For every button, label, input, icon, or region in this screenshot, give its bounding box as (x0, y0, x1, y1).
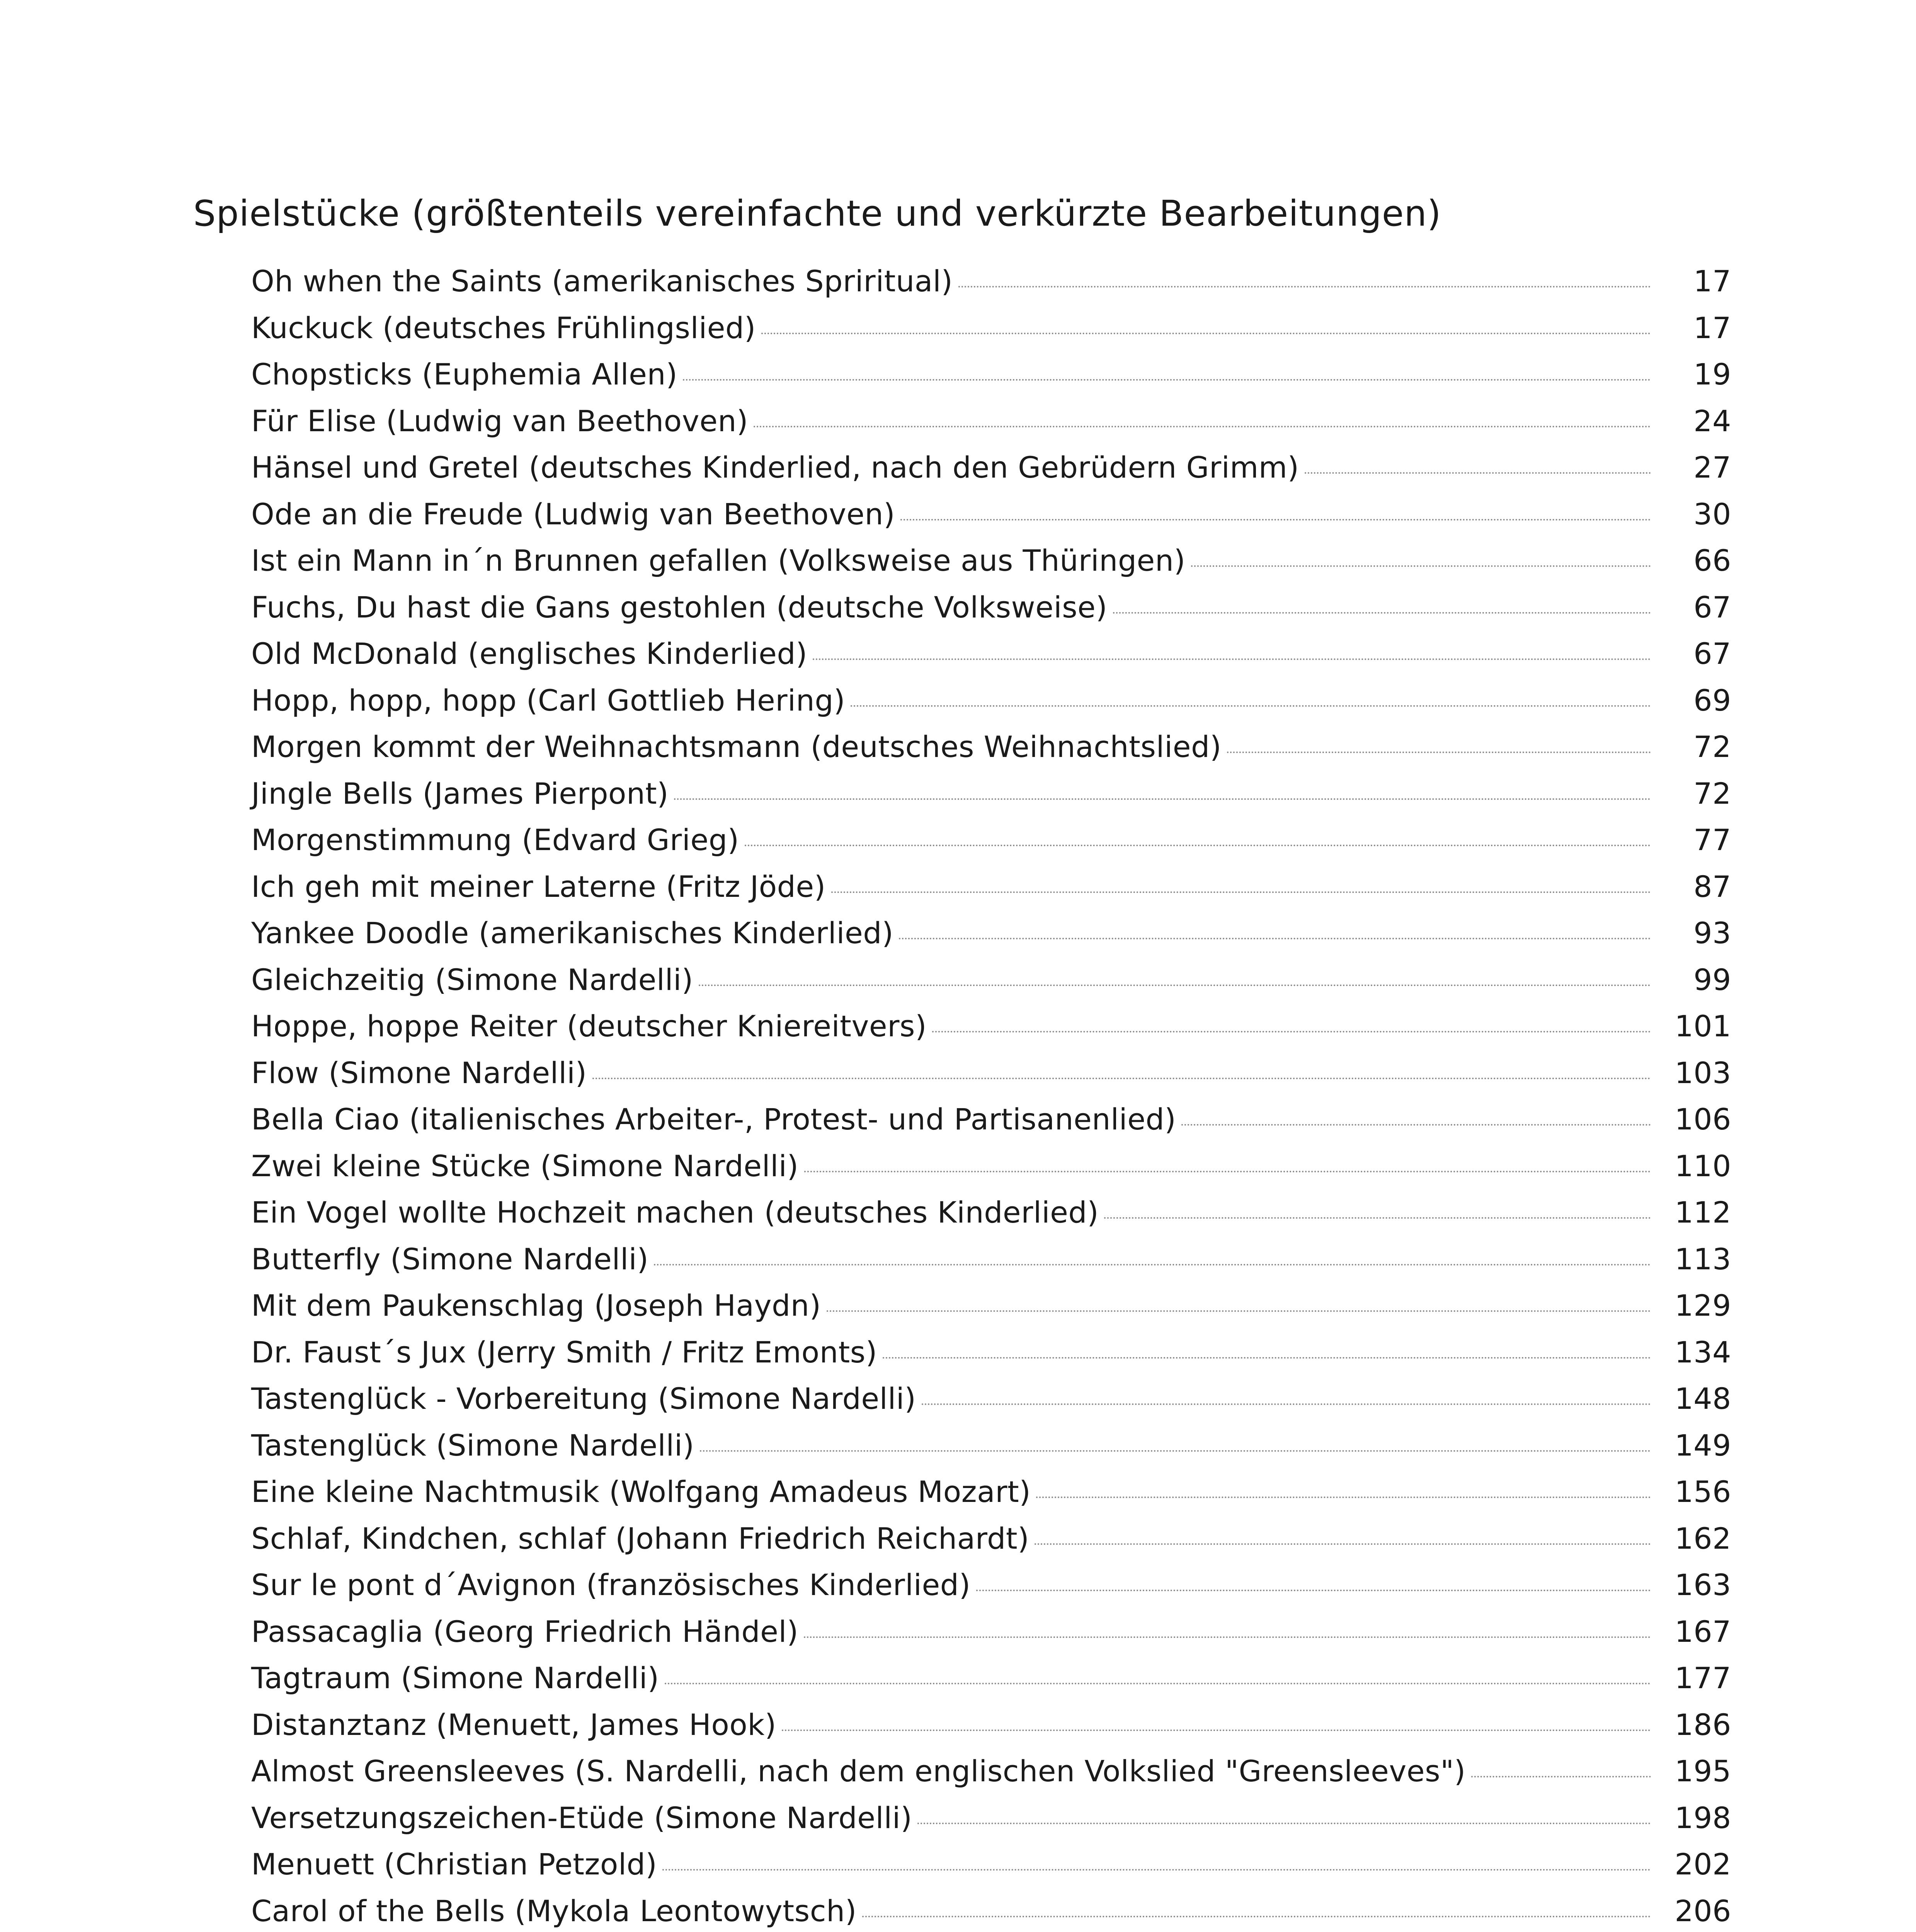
toc-list (251, 258, 1731, 1932)
dot-leader (782, 1730, 1651, 1731)
toc-entry-title: Zwei kleine Stücke (Simone Nardelli) (251, 1148, 799, 1183)
toc-entry (251, 724, 1731, 770)
toc-entry-title: Chopsticks (Euphemia Allen) (251, 357, 678, 391)
dot-leader (1471, 1776, 1651, 1777)
dot-leader (827, 1310, 1651, 1312)
toc-entry (251, 1376, 1731, 1422)
dot-leader (899, 938, 1651, 939)
toc-entry (251, 1050, 1731, 1097)
toc-entry (251, 1748, 1731, 1795)
toc-entry (251, 351, 1731, 398)
toc-entry-page-number: 30 (1693, 497, 1731, 531)
toc-entry-page-number: 106 (1674, 1102, 1731, 1136)
toc-entry (251, 1469, 1731, 1515)
toc-entry-title: Versetzungszeichen-Etüde (Simone Nardelli) (251, 1800, 912, 1835)
dot-leader (754, 426, 1651, 427)
toc-entry-title: Tagtraum (Simone Nardelli) (251, 1661, 659, 1695)
dot-leader (683, 379, 1651, 381)
toc-entry (251, 1888, 1731, 1932)
dot-leader (745, 845, 1651, 846)
toc-entry (251, 1562, 1731, 1609)
toc-entry-title: Ode an die Freude (Ludwig van Beethoven) (251, 497, 895, 531)
toc-entry-title: Hoppe, hoppe Reiter (deutscher Kniereitvers) (251, 1009, 927, 1043)
dot-leader (1227, 752, 1651, 753)
toc-entry (251, 1143, 1731, 1190)
dot-leader (1181, 1124, 1651, 1126)
toc-entry-title: Ist ein Mann in´n Brunnen gefallen (Volksweise aus Thüringen) (251, 543, 1186, 578)
toc-entry-page-number: 72 (1693, 730, 1731, 764)
toc-entry-title: Bella Ciao (italienisches Arbeiter-, Protest- und Partisanenlied) (251, 1102, 1176, 1136)
toc-entry (251, 1702, 1731, 1748)
toc-entry (251, 491, 1731, 538)
toc-entry-title: Almost Greensleeves (S. Nardelli, nach dem englischen Volkslied "Greensleeves") (251, 1754, 1466, 1788)
toc-entry-page-number: 103 (1674, 1055, 1731, 1090)
toc-entry-title: Eine kleine Nachtmusik (Wolfgang Amadeus Mozart) (251, 1475, 1031, 1509)
toc-entry-page-number: 163 (1674, 1568, 1731, 1602)
toc-entry (251, 1236, 1731, 1283)
dot-leader (917, 1823, 1651, 1824)
toc-entry (251, 1609, 1731, 1655)
toc-entry-page-number: 66 (1693, 543, 1731, 578)
dot-leader (958, 286, 1651, 287)
dot-leader (592, 1078, 1651, 1079)
toc-entry-page-number: 69 (1693, 683, 1731, 718)
toc-entry-title: Ich geh mit meiner Laterne (Fritz Jöde) (251, 869, 826, 904)
dot-leader (804, 1636, 1651, 1638)
toc-entry (251, 1422, 1731, 1469)
toc-entry-page-number: 177 (1674, 1661, 1731, 1695)
toc-entry (251, 537, 1731, 584)
toc-entry (251, 258, 1731, 305)
toc-entry-title: Schlaf, Kindchen, schlaf (Johann Friedrich Reichardt) (251, 1521, 1029, 1556)
toc-entry-page-number: 67 (1693, 636, 1731, 671)
toc-entry-title: Morgen kommt der Weihnachtsmann (deutsches Weihnachtslied) (251, 730, 1222, 764)
dot-leader (662, 1869, 1651, 1871)
toc-entry-title: Mit dem Paukenschlag (Joseph Haydn) (251, 1288, 821, 1323)
dot-leader (922, 1403, 1651, 1405)
toc-entry-page-number: 186 (1674, 1707, 1731, 1742)
toc-entry-page-number: 149 (1674, 1428, 1731, 1463)
toc-section-spielstuecke (193, 185, 1731, 1932)
toc-entry (251, 584, 1731, 631)
toc-entry-page-number: 72 (1693, 776, 1731, 811)
toc-entry (251, 305, 1731, 352)
dot-leader (813, 658, 1651, 660)
toc-entry-page-number: 112 (1674, 1195, 1731, 1230)
toc-entry (251, 677, 1731, 724)
toc-entry-title: Tastenglück - Vorbereitung (Simone Nardelli) (251, 1381, 916, 1416)
toc-entry-page-number: 87 (1693, 869, 1731, 904)
toc-entry (251, 1003, 1731, 1050)
toc-entry-title: Sur le pont d´Avignon (französisches Kinderlied) (251, 1568, 971, 1602)
toc-entry (251, 817, 1731, 864)
toc-entry-page-number: 206 (1674, 1893, 1731, 1928)
toc-entry-title: Gleichzeitig (Simone Nardelli) (251, 962, 693, 997)
toc-entry-title: Ein Vogel wollte Hochzeit machen (deutsches Kinderlied) (251, 1195, 1099, 1230)
dot-leader (654, 1264, 1651, 1265)
toc-entry-title: Für Elise (Ludwig van Beethoven) (251, 403, 749, 438)
dot-leader (665, 1683, 1651, 1684)
dot-leader (1191, 565, 1651, 567)
toc-entry-page-number: 99 (1693, 962, 1731, 997)
toc-entry-title: Tastenglück (Simone Nardelli) (251, 1428, 694, 1463)
dot-leader (700, 1450, 1651, 1452)
toc-entry-title: Jingle Bells (James Pierpont) (251, 776, 669, 811)
toc-entry (251, 1841, 1731, 1888)
dot-leader (1113, 612, 1651, 614)
toc-entry (251, 444, 1731, 491)
toc-entry (251, 1096, 1731, 1143)
toc-entry-title: Fuchs, Du hast die Gans gestohlen (deutsche Volksweise) (251, 590, 1108, 624)
dot-leader (804, 1171, 1651, 1172)
toc-entry-title: Passacaglia (Georg Friedrich Händel) (251, 1614, 799, 1649)
dot-leader (851, 705, 1651, 707)
toc-entry-page-number: 101 (1674, 1009, 1731, 1043)
toc-entry (251, 1655, 1731, 1702)
toc-entry-title: Butterfly (Simone Nardelli) (251, 1242, 649, 1276)
toc-entry-page-number: 93 (1693, 916, 1731, 950)
toc-entry (251, 910, 1731, 957)
toc-entry-title: Menuett (Christian Petzold) (251, 1847, 657, 1881)
toc-entry (251, 770, 1731, 817)
toc-entry (251, 1282, 1731, 1329)
toc-entry-page-number: 195 (1674, 1754, 1731, 1788)
toc-entry-page-number: 167 (1674, 1614, 1731, 1649)
toc-entry-title: Yankee Doodle (amerikanisches Kinderlied) (251, 916, 894, 950)
dot-leader (1305, 472, 1651, 474)
toc-entry (251, 864, 1731, 910)
toc-entry-page-number: 156 (1674, 1475, 1731, 1509)
toc-entry-page-number: 110 (1674, 1148, 1731, 1183)
dot-leader (674, 798, 1651, 800)
toc-entry-page-number: 198 (1674, 1800, 1731, 1835)
toc-entry (251, 1795, 1731, 1842)
dot-leader (699, 985, 1651, 986)
toc-entry-page-number: 17 (1693, 264, 1731, 298)
toc-entry-title: Dr. Faust´s Jux (Jerry Smith / Fritz Emonts) (251, 1335, 878, 1369)
toc-entry (251, 1329, 1731, 1376)
dot-leader (761, 333, 1651, 334)
toc-entry (251, 631, 1731, 677)
toc-entry-page-number: 24 (1693, 403, 1731, 438)
toc-entry-title: Old McDonald (englisches Kinderlied) (251, 636, 808, 671)
toc-entry-title: Hänsel und Gretel (deutsches Kinderlied, nach den Gebrüdern Grimm) (251, 450, 1299, 485)
toc-entry-title: Flow (Simone Nardelli) (251, 1055, 587, 1090)
toc-entry-title: Oh when the Saints (amerikanisches Spriritual) (251, 264, 953, 298)
dot-leader (883, 1357, 1651, 1359)
dot-leader (1035, 1543, 1651, 1545)
toc-entry-page-number: 202 (1674, 1847, 1731, 1881)
toc-entry (251, 1515, 1731, 1562)
dot-leader (932, 1031, 1651, 1032)
dot-leader (976, 1590, 1651, 1591)
toc-entry (251, 398, 1731, 445)
section-title: Spielstücke (größtenteils vereinfachte und verkürzte Bearbeitungen) (193, 193, 1441, 234)
dot-leader (862, 1916, 1651, 1917)
dot-leader (1036, 1497, 1651, 1498)
dot-leader (900, 519, 1651, 520)
toc-entry (251, 1189, 1731, 1236)
toc-entry (251, 957, 1731, 1003)
toc-entry-page-number: 77 (1693, 823, 1731, 857)
toc-entry-title: Hopp, hopp, hopp (Carl Gottlieb Hering) (251, 683, 846, 718)
toc-entry-page-number: 148 (1674, 1381, 1731, 1416)
toc-entry-page-number: 113 (1674, 1242, 1731, 1276)
toc-entry-title: Morgenstimmung (Edvard Grieg) (251, 823, 739, 857)
dot-leader (831, 891, 1651, 893)
toc-entry-page-number: 129 (1674, 1288, 1731, 1323)
toc-entry-title: Carol of the Bells (Mykola Leontowytsch) (251, 1893, 857, 1928)
toc-entry-title: Kuckuck (deutsches Frühlingslied) (251, 310, 756, 345)
toc-entry-page-number: 17 (1693, 310, 1731, 345)
toc-entry-page-number: 67 (1693, 590, 1731, 624)
toc-entry-page-number: 134 (1674, 1335, 1731, 1369)
toc-entry-title: Distanztanz (Menuett, James Hook) (251, 1707, 777, 1742)
toc-entry-page-number: 162 (1674, 1521, 1731, 1556)
toc-entry-page-number: 19 (1693, 357, 1731, 391)
dot-leader (1104, 1217, 1651, 1219)
toc-entry-page-number: 27 (1693, 450, 1731, 485)
